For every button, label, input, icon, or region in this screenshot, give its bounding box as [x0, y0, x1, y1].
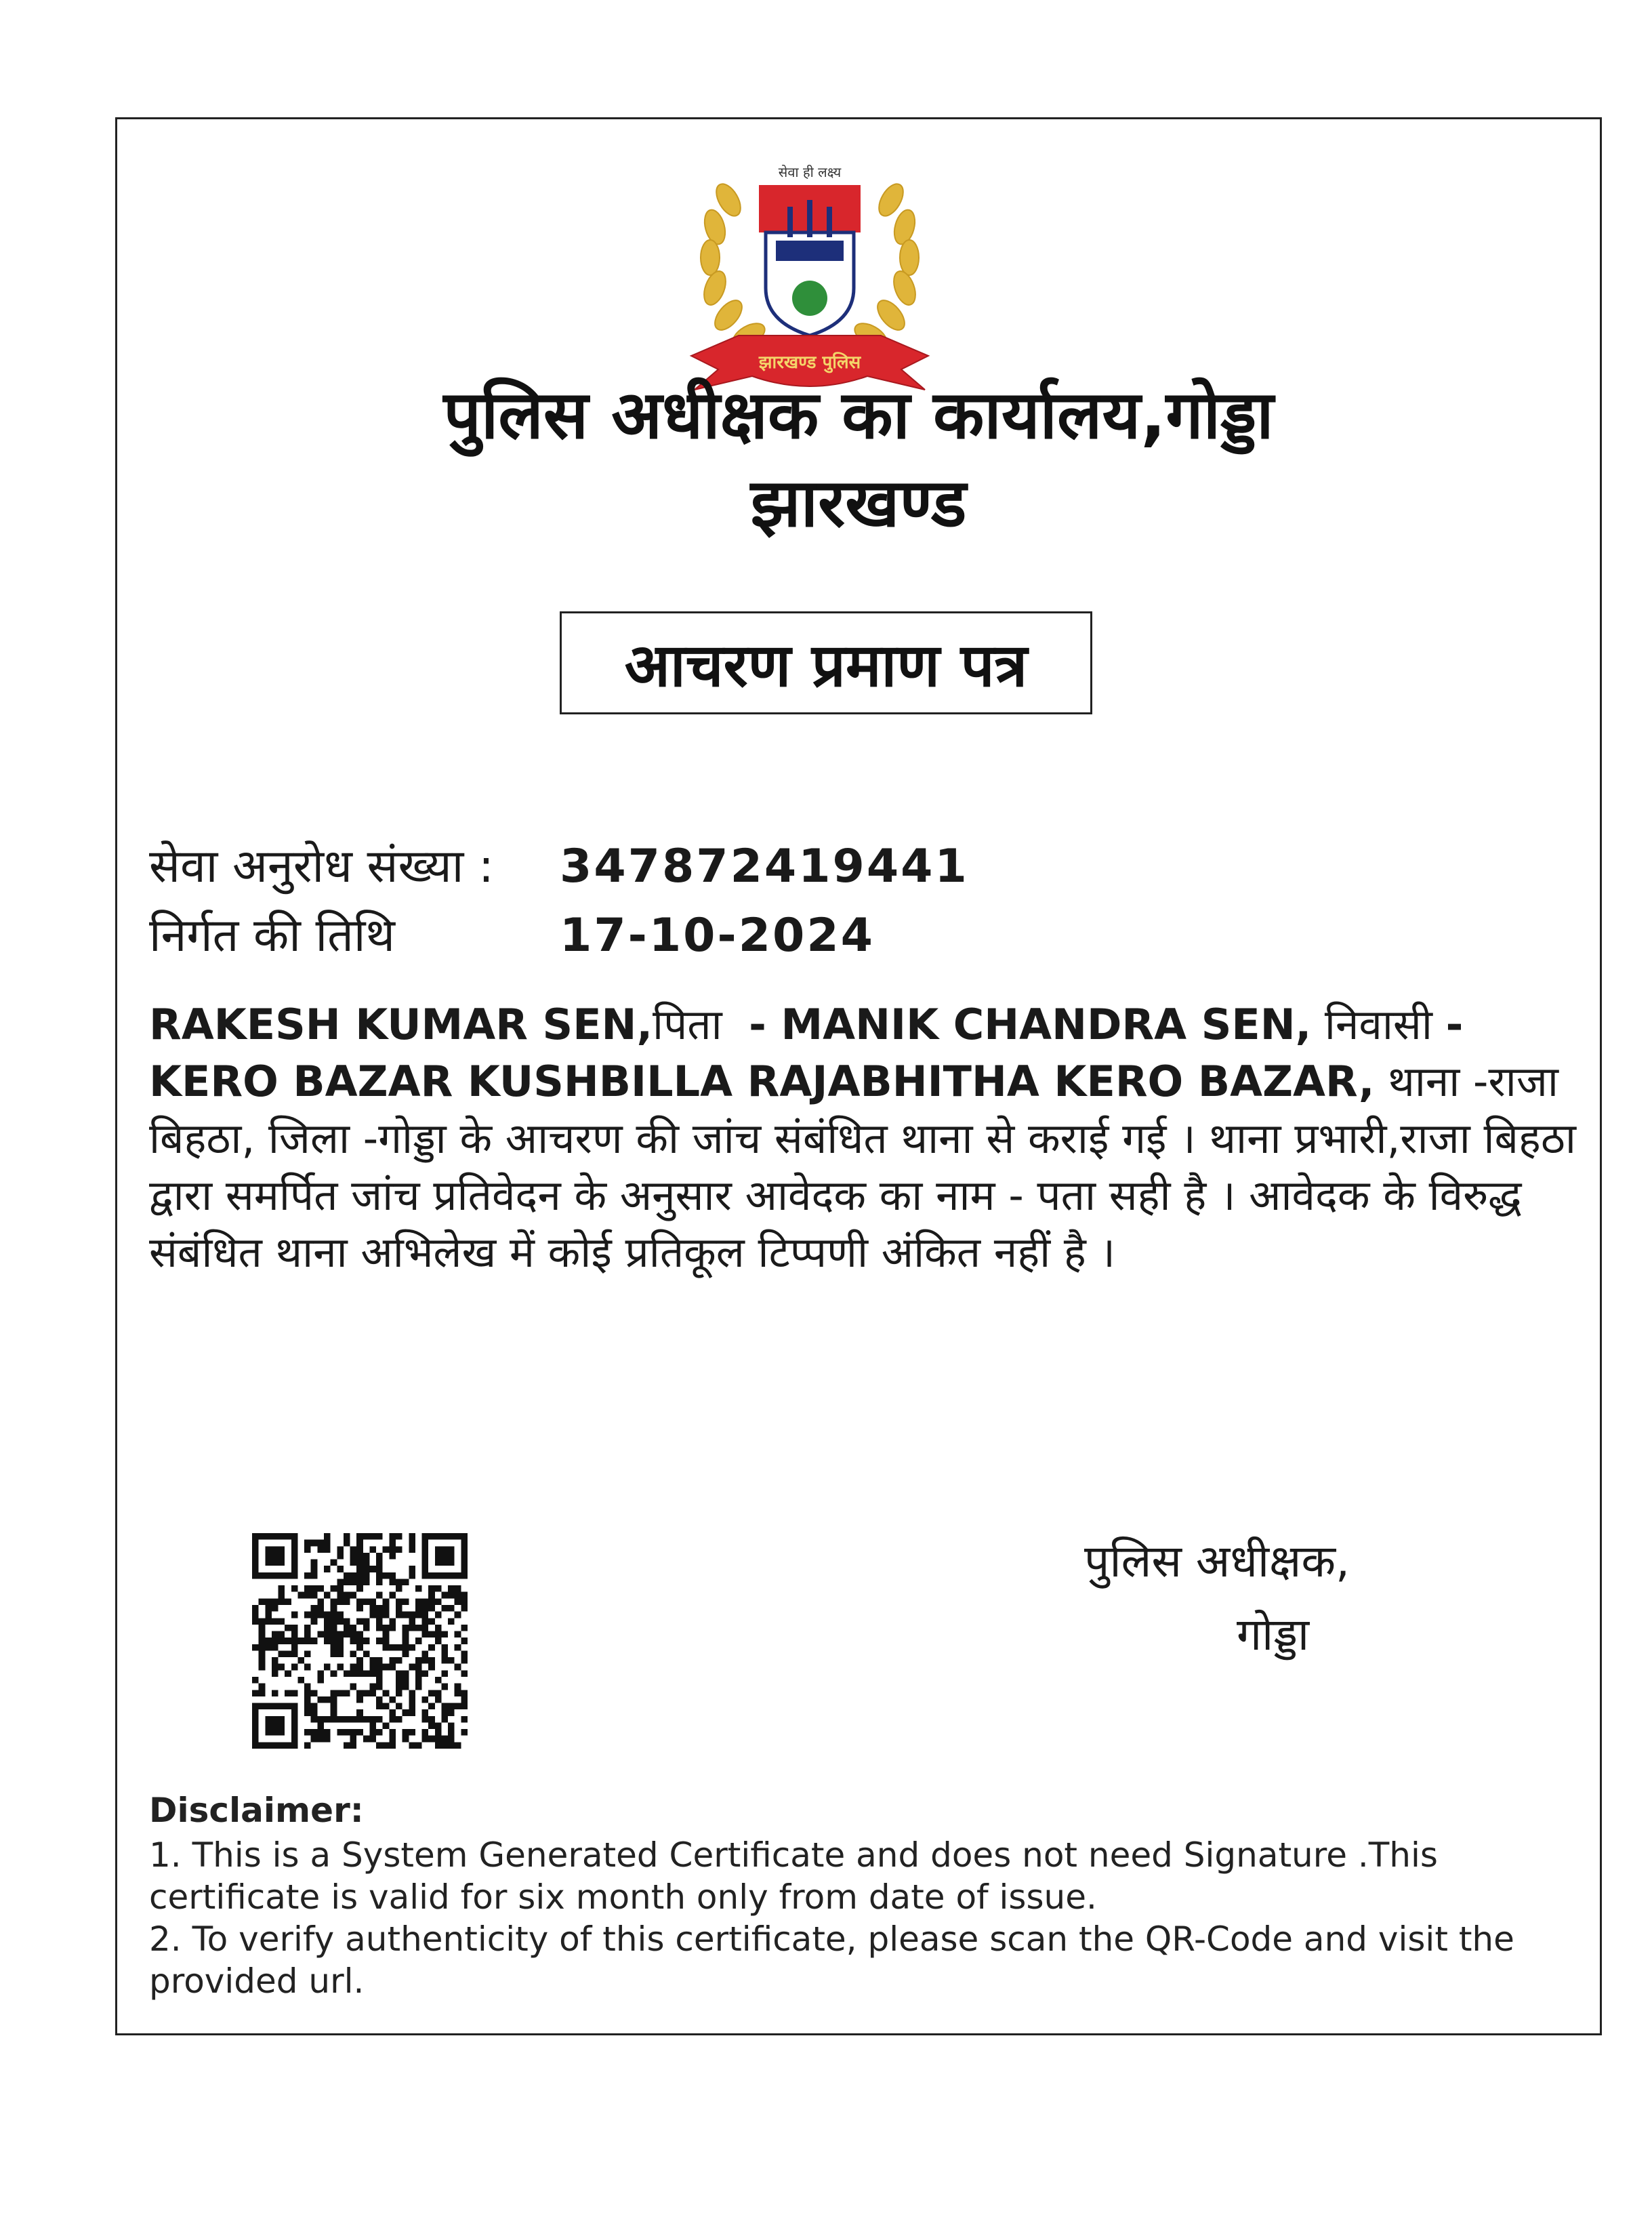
office-state: झारखण्ड — [750, 465, 967, 542]
request-number-value: 347872419441 — [560, 840, 969, 893]
issue-date-row — [149, 901, 875, 964]
father-name: - MANIK CHANDRA SEN, — [749, 1000, 1312, 1049]
certificate-title: आचरण प्रमाण पत्र — [624, 630, 1028, 700]
applicant-name: RAKESH KUMAR SEN, — [149, 1000, 653, 1049]
wreath-right — [850, 180, 920, 352]
emblem-motto: सेवा ही लक्ष्य — [778, 164, 842, 180]
disclaimer-heading: Disclaimer: — [149, 1791, 364, 1830]
signatory-place: गोड्डा — [1237, 1608, 1310, 1661]
jharkhand-police-emblem — [664, 152, 955, 403]
certificate-body — [149, 996, 1579, 1281]
emblem-ribbon-text: झारखण्ड पुलिस — [758, 352, 861, 373]
disclaimer-item-2: 2. To verify authenticity of this certificate, please scan the QR-Code and visit the provided url. — [149, 1919, 1514, 2001]
request-number-row — [149, 832, 969, 895]
issue-date-value: 17-10-2024 — [560, 909, 875, 962]
resident-label: निवासी — [1324, 1000, 1432, 1049]
emblem-shield-center — [792, 281, 827, 316]
certificate-title-box — [560, 611, 1092, 714]
disclaimer-item-1: 1. This is a System Generated Certificate and does not need Signature .This certificate is valid for six month only from date of issue. — [149, 1835, 1438, 1917]
signatory-title: पुलिस अधीक्षक, — [1084, 1535, 1350, 1587]
signatory-block — [1084, 1525, 1464, 1671]
wreath-left — [700, 180, 769, 352]
father-label: पिता — [653, 1000, 722, 1049]
office-title: पुलिस अधीक्षक का कार्यालय,गोड्डा — [443, 377, 1274, 454]
request-number-label: सेवा अनुरोध संख्या : — [149, 840, 494, 893]
applicant-address: - KERO BAZAR KUSHBILLA RAJABHITHA KERO BAZAR, — [149, 1000, 1464, 1106]
certificate-statement: थाना -राजा बिहठा, जिला -गोड्डा के आचरण की जांच संबंधित थाना से कराई गई । थाना प्रभारी,राजा बिहठा द्वारा समर्पित जांच प्रतिवेदन के अनुसार आवेदक का नाम - पता सही है । आवेदक के विरुद्ध संबंधित थाना अभिलेख में कोई प्रतिकूल टिप्पणी अंकित नहीं है । — [149, 1057, 1576, 1277]
emblem-shield-band — [776, 241, 844, 261]
issue-date-label: निर्गत की तिथि — [149, 909, 395, 962]
verification-qr-code[interactable] — [252, 1533, 468, 1749]
disclaimer-section — [149, 1789, 1572, 2002]
